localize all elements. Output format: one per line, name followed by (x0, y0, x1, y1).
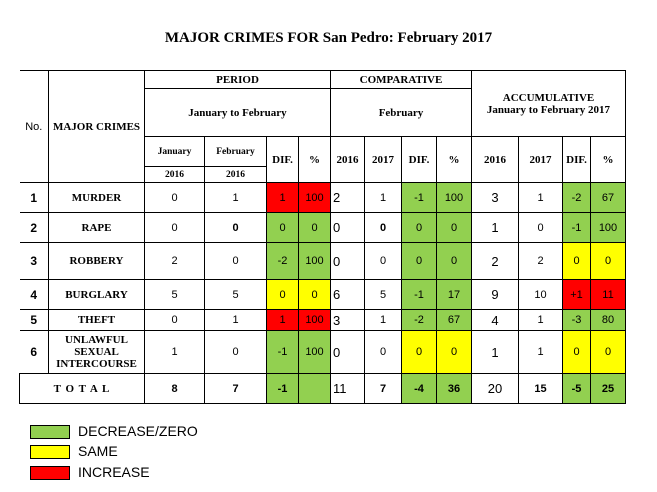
report-title: MAJOR CRIMES FOR San Pedro: February 2017 (164, 30, 493, 46)
period-january: 0 (145, 310, 205, 331)
row-no: 2 (20, 213, 49, 243)
comp-2017: 0 (365, 213, 402, 243)
header-acc-2016: 2016 (472, 137, 519, 183)
header-february: February (205, 137, 267, 167)
acc-2016: 1 (472, 213, 519, 243)
comp-dif: 0 (402, 243, 437, 280)
header-comparative: COMPARATIVE (331, 71, 472, 89)
comp-pct: 0 (437, 243, 472, 280)
total-acc-dif: -5 (563, 374, 591, 404)
period-january: 1 (145, 331, 205, 374)
acc-pct: 67 (591, 183, 626, 213)
total-period-pct (299, 374, 331, 404)
period-january: 5 (145, 280, 205, 310)
crime-name: THEFT (49, 310, 145, 331)
legend-same (30, 443, 118, 459)
acc-pct: 100 (591, 213, 626, 243)
header-period-sub: January to February (145, 89, 331, 137)
table-row (20, 183, 626, 213)
comp-2016: 0 (331, 213, 365, 243)
header-accumulative (472, 71, 626, 137)
crime-name: ROBBERY (49, 243, 145, 280)
table-row (20, 331, 626, 374)
legend-label: DECREASE/ZERO (78, 423, 198, 439)
comp-dif: -1 (402, 183, 437, 213)
acc-pct: 0 (591, 331, 626, 374)
header-comp-2016: 2016 (331, 137, 365, 183)
period-pct: 100 (299, 310, 331, 331)
total-period-january: 8 (145, 374, 205, 404)
row-no: 5 (20, 310, 49, 331)
total-row (20, 374, 626, 404)
acc-2017: 1 (519, 183, 563, 213)
acc-2016: 3 (472, 183, 519, 213)
accumulative-subtitle: January to February 2017 (486, 103, 611, 116)
comp-dif: -2 (402, 310, 437, 331)
acc-2017: 1 (519, 331, 563, 374)
header-row-1 (20, 71, 626, 89)
acc-2016: 4 (472, 310, 519, 331)
comp-2016: 0 (331, 331, 365, 374)
header-acc-2017: 2017 (519, 137, 563, 183)
period-january: 0 (145, 213, 205, 243)
total-comp-pct: 36 (437, 374, 472, 404)
legend-label: INCREASE (78, 464, 150, 480)
total-label: T O T A L (20, 374, 145, 404)
table-row (20, 280, 626, 310)
acc-dif: -3 (563, 310, 591, 331)
period-february: 1 (205, 183, 267, 213)
period-dif: 0 (267, 280, 299, 310)
acc-dif: -2 (563, 183, 591, 213)
acc-2017: 10 (519, 280, 563, 310)
comp-dif: -1 (402, 280, 437, 310)
acc-dif: 0 (563, 243, 591, 280)
comp-2016: 2 (331, 183, 365, 213)
acc-dif: 0 (563, 331, 591, 374)
acc-dif: +1 (563, 280, 591, 310)
acc-2017: 0 (519, 213, 563, 243)
header-acc-pct: % (591, 137, 626, 183)
total-comp-dif: -4 (402, 374, 437, 404)
comp-pct: 17 (437, 280, 472, 310)
header-february-year: 2016 (205, 167, 267, 183)
row-no: 6 (20, 331, 49, 374)
header-acc-dif: DIF. (563, 137, 591, 183)
header-comp-2017: 2017 (365, 137, 402, 183)
comp-2017: 0 (365, 243, 402, 280)
table-row (20, 213, 626, 243)
acc-2017: 2 (519, 243, 563, 280)
comp-2017: 1 (365, 183, 402, 213)
legend-decrease (30, 423, 198, 439)
header-period-dif: DIF. (267, 137, 299, 183)
total-acc-pct: 25 (591, 374, 626, 404)
period-january: 0 (145, 183, 205, 213)
period-dif: -2 (267, 243, 299, 280)
row-no: 3 (20, 243, 49, 280)
total-period-february: 7 (205, 374, 267, 404)
accumulative-title: ACCUMULATIVE (502, 91, 595, 104)
acc-pct: 11 (591, 280, 626, 310)
comp-pct: 0 (437, 213, 472, 243)
crime-name: MURDER (49, 183, 145, 213)
table-row (20, 243, 626, 280)
header-no: No. (20, 71, 49, 183)
total-comp-2017: 7 (365, 374, 402, 404)
period-pct: 100 (299, 183, 331, 213)
acc-dif: -1 (563, 213, 591, 243)
row-no: 4 (20, 280, 49, 310)
period-february: 0 (205, 243, 267, 280)
comp-2017: 5 (365, 280, 402, 310)
header-comparative-sub: February (331, 89, 472, 137)
crime-name: BURGLARY (49, 280, 145, 310)
header-comp-dif: DIF. (402, 137, 437, 183)
total-comp-2016: 11 (331, 374, 365, 404)
comp-dif: 0 (402, 213, 437, 243)
comp-2016: 3 (331, 310, 365, 331)
crimes-table (19, 70, 626, 404)
header-january: January (145, 137, 205, 167)
header-period: PERIOD (145, 71, 331, 89)
legend-increase (30, 464, 150, 480)
total-acc-2016: 20 (472, 374, 519, 404)
legend-label: SAME (78, 443, 118, 459)
header-period-pct: % (299, 137, 331, 183)
table-row (20, 310, 626, 331)
period-january: 2 (145, 243, 205, 280)
header-comp-pct: % (437, 137, 472, 183)
period-february: 1 (205, 310, 267, 331)
period-february: 5 (205, 280, 267, 310)
comp-pct: 100 (437, 183, 472, 213)
comp-2016: 6 (331, 280, 365, 310)
legend-swatch-green (30, 425, 70, 439)
period-pct: 0 (299, 213, 331, 243)
comp-2016: 0 (331, 243, 365, 280)
header-major-crimes: MAJOR CRIMES (49, 71, 145, 183)
total-period-dif: -1 (267, 374, 299, 404)
period-dif: -1 (267, 331, 299, 374)
legend-swatch-yellow (30, 445, 70, 459)
comp-2017: 1 (365, 310, 402, 331)
acc-2016: 1 (472, 331, 519, 374)
comp-dif: 0 (402, 331, 437, 374)
period-february: 0 (205, 213, 267, 243)
acc-2016: 2 (472, 243, 519, 280)
row-no: 1 (20, 183, 49, 213)
acc-2017: 1 (519, 310, 563, 331)
crime-name: RAPE (49, 213, 145, 243)
acc-2016: 9 (472, 280, 519, 310)
total-acc-2017: 15 (519, 374, 563, 404)
period-pct: 100 (299, 243, 331, 280)
header-january-year: 2016 (145, 167, 205, 183)
crime-name: UNLAWFUL SEXUAL INTERCOURSE (49, 331, 145, 374)
legend-swatch-red (30, 466, 70, 480)
acc-pct: 80 (591, 310, 626, 331)
acc-pct: 0 (591, 243, 626, 280)
period-dif: 1 (267, 310, 299, 331)
comp-2017: 0 (365, 331, 402, 374)
comp-pct: 67 (437, 310, 472, 331)
period-dif: 0 (267, 213, 299, 243)
period-dif: 1 (267, 183, 299, 213)
period-pct: 0 (299, 280, 331, 310)
period-pct: 100 (299, 331, 331, 374)
comp-pct: 0 (437, 331, 472, 374)
period-february: 0 (205, 331, 267, 374)
